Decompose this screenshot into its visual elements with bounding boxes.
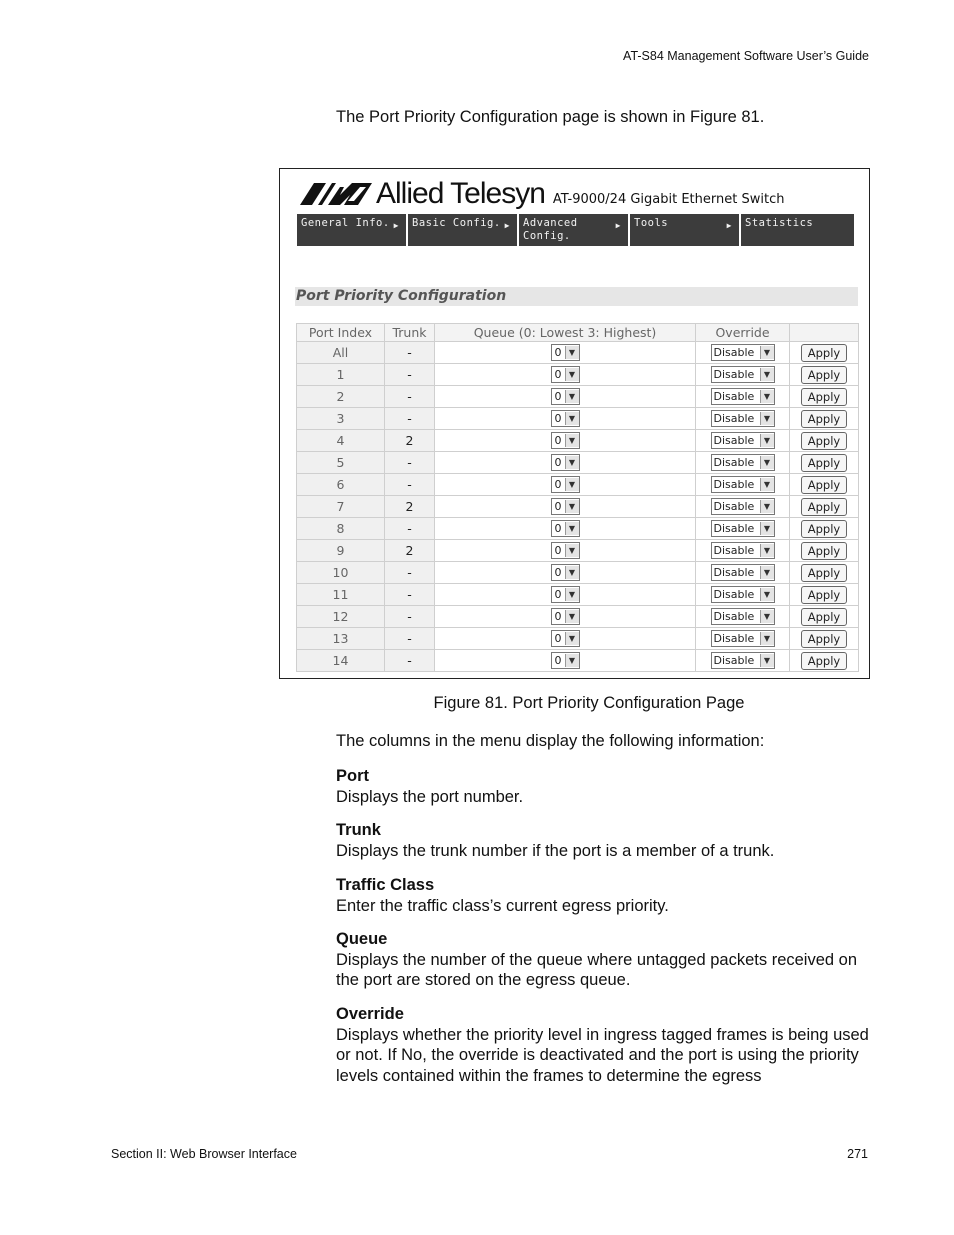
trunk-cell: -	[385, 584, 435, 606]
queue-cell	[435, 606, 696, 628]
queue-cell	[435, 628, 696, 650]
chevron-down-icon[interactable]: ▼	[760, 456, 774, 469]
intro-paragraph: The Port Priority Configuration page is shown in Figure 81.	[336, 108, 765, 126]
action-cell	[790, 540, 859, 562]
queue-select[interactable]	[551, 388, 580, 405]
chevron-down-icon[interactable]: ▼	[565, 544, 579, 557]
chevron-down-icon[interactable]: ▼	[760, 346, 774, 359]
figure-caption: Figure 81. Port Priority Configuration Page	[433, 694, 745, 712]
queue-select[interactable]	[551, 542, 580, 559]
definition-description: Displays the port number.	[336, 787, 524, 806]
queue-select-value: 0	[554, 588, 562, 601]
queue-select-value: 0	[554, 478, 562, 491]
override-cell	[696, 650, 790, 672]
override-cell	[696, 408, 790, 430]
action-cell	[790, 342, 859, 364]
brand-name: Allied Telesyn	[376, 177, 545, 210]
menu-label: Advanced Config.	[523, 217, 578, 242]
menu-bar	[297, 214, 854, 246]
override-select-value: Disable	[713, 588, 755, 601]
override-select[interactable]	[711, 652, 775, 669]
action-cell	[790, 408, 859, 430]
override-select-value: Disable	[713, 500, 755, 513]
queue-cell	[435, 452, 696, 474]
override-select[interactable]	[711, 366, 775, 383]
override-select[interactable]	[711, 564, 775, 581]
override-select[interactable]	[711, 586, 775, 603]
action-cell	[790, 364, 859, 386]
trunk-cell: -	[385, 386, 435, 408]
menu-label: General Info.	[301, 217, 390, 229]
queue-select[interactable]	[551, 608, 580, 625]
trunk-cell: -	[385, 650, 435, 672]
table-row	[297, 628, 859, 650]
definition-description: Enter the traffic class’s current egress priority.	[336, 896, 669, 915]
definition-term: Port	[336, 767, 369, 785]
table-row	[297, 408, 859, 430]
override-cell	[696, 342, 790, 364]
definition-trunk	[336, 820, 876, 861]
action-cell	[790, 386, 859, 408]
table-row	[297, 518, 859, 540]
page-title: Port Priority Configuration	[295, 287, 858, 306]
table-row	[297, 650, 859, 672]
definition-traffic-class	[336, 875, 876, 916]
apply-button[interactable]: Apply	[801, 608, 847, 626]
table-row	[297, 386, 859, 408]
chevron-down-icon[interactable]: ▼	[760, 654, 774, 667]
queue-cell	[435, 540, 696, 562]
queue-select-value: 0	[554, 610, 562, 623]
chevron-down-icon[interactable]: ▼	[565, 610, 579, 623]
allied-telesyn-logo-icon	[300, 181, 372, 207]
override-cell	[696, 540, 790, 562]
definition-port	[336, 766, 876, 807]
override-cell	[696, 606, 790, 628]
override-cell	[696, 386, 790, 408]
queue-select-value: 0	[554, 456, 562, 469]
override-select-value: Disable	[713, 654, 755, 667]
override-cell	[696, 562, 790, 584]
apply-button[interactable]: Apply	[801, 520, 847, 538]
override-cell	[696, 496, 790, 518]
trunk-cell: -	[385, 408, 435, 430]
port-index-cell: 8	[297, 518, 385, 540]
footer-section: Section II: Web Browser Interface	[111, 1147, 297, 1161]
chevron-down-icon[interactable]: ▼	[565, 654, 579, 667]
override-cell	[696, 518, 790, 540]
port-index-cell: 12	[297, 606, 385, 628]
chevron-down-icon[interactable]: ▼	[760, 522, 774, 535]
queue-select[interactable]	[551, 366, 580, 383]
override-select[interactable]	[711, 498, 775, 515]
apply-button[interactable]: Apply	[801, 388, 847, 406]
queue-select-value: 0	[554, 522, 562, 535]
port-index-cell: 1	[297, 364, 385, 386]
column-header-action	[790, 324, 859, 342]
table-row	[297, 452, 859, 474]
queue-select[interactable]	[551, 498, 580, 515]
queue-select[interactable]	[551, 652, 580, 669]
definition-queue	[336, 929, 876, 991]
chevron-down-icon[interactable]: ▼	[760, 544, 774, 557]
definition-description: Displays the number of the queue where untagged packets received on the port are stored on the egress queue.	[336, 950, 857, 989]
chevron-down-icon[interactable]: ▼	[760, 434, 774, 447]
override-select[interactable]	[711, 542, 775, 559]
table-row	[297, 540, 859, 562]
action-cell	[790, 628, 859, 650]
definition-term: Traffic Class	[336, 876, 435, 894]
queue-select-value: 0	[554, 368, 562, 381]
product-name: AT-9000/24 Gigabit Ethernet Switch	[552, 191, 785, 207]
queue-select[interactable]	[551, 476, 580, 493]
action-cell	[790, 452, 859, 474]
override-cell	[696, 430, 790, 452]
queue-cell	[435, 562, 696, 584]
port-index-cell: 11	[297, 584, 385, 606]
menu-advanced-config[interactable]	[519, 214, 628, 246]
override-select-value: Disable	[713, 478, 755, 491]
queue-cell	[435, 342, 696, 364]
queue-cell	[435, 650, 696, 672]
override-select[interactable]	[711, 608, 775, 625]
apply-button[interactable]: Apply	[801, 410, 847, 428]
chevron-down-icon[interactable]: ▼	[760, 610, 774, 623]
definition-term: Override	[336, 1005, 404, 1023]
menu-general-info[interactable]	[297, 214, 406, 246]
table-row	[297, 430, 859, 452]
menu-label: Statistics	[745, 217, 814, 229]
override-cell	[696, 452, 790, 474]
queue-select[interactable]	[551, 410, 580, 427]
override-cell	[696, 628, 790, 650]
queue-cell	[435, 364, 696, 386]
definition-term: Queue	[336, 930, 388, 948]
override-select-value: Disable	[713, 610, 755, 623]
trunk-cell: -	[385, 452, 435, 474]
queue-select-value: 0	[554, 390, 562, 403]
queue-select[interactable]	[551, 432, 580, 449]
chevron-down-icon[interactable]: ▼	[565, 434, 579, 447]
queue-cell	[435, 430, 696, 452]
override-select[interactable]	[711, 432, 775, 449]
trunk-cell: 2	[385, 430, 435, 452]
chevron-down-icon[interactable]: ▼	[760, 588, 774, 601]
apply-button[interactable]: Apply	[801, 454, 847, 472]
port-index-cell: 9	[297, 540, 385, 562]
override-select[interactable]	[711, 454, 775, 471]
override-select[interactable]	[711, 410, 775, 427]
override-select[interactable]	[711, 388, 775, 405]
queue-select[interactable]	[551, 344, 580, 361]
action-cell	[790, 606, 859, 628]
chevron-down-icon[interactable]: ▼	[565, 390, 579, 403]
chevron-down-icon[interactable]: ▼	[760, 368, 774, 381]
action-cell	[790, 496, 859, 518]
override-select-value: Disable	[713, 434, 755, 447]
chevron-down-icon[interactable]: ▼	[565, 588, 579, 601]
running-header: AT-S84 Management Software User’s Guide	[623, 49, 869, 63]
chevron-down-icon[interactable]: ▼	[760, 566, 774, 579]
port-index-cell: 7	[297, 496, 385, 518]
override-select-value: Disable	[713, 566, 755, 579]
menu-tools[interactable]	[630, 214, 739, 246]
apply-button[interactable]: Apply	[801, 498, 847, 516]
columns-intro: The columns in the menu display the following information:	[336, 732, 765, 750]
queue-select-value: 0	[554, 566, 562, 579]
table-row	[297, 474, 859, 496]
override-cell	[696, 474, 790, 496]
override-select-value: Disable	[713, 412, 755, 425]
chevron-down-icon[interactable]: ▼	[565, 478, 579, 491]
apply-button[interactable]: Apply	[801, 630, 847, 648]
definition-description: Displays the trunk number if the port is a member of a trunk.	[336, 841, 775, 860]
chevron-down-icon[interactable]: ▼	[565, 632, 579, 645]
queue-cell	[435, 518, 696, 540]
override-select-value: Disable	[713, 390, 755, 403]
apply-button[interactable]: Apply	[801, 586, 847, 604]
action-cell	[790, 584, 859, 606]
table-row	[297, 562, 859, 584]
trunk-cell: 2	[385, 496, 435, 518]
chevron-down-icon[interactable]: ▼	[565, 500, 579, 513]
chevron-down-icon[interactable]: ▼	[760, 478, 774, 491]
port-index-cell: 10	[297, 562, 385, 584]
screenshot-figure	[279, 168, 870, 679]
chevron-down-icon[interactable]: ▼	[565, 566, 579, 579]
trunk-cell: -	[385, 342, 435, 364]
apply-button[interactable]: Apply	[801, 652, 847, 670]
port-index-cell: 6	[297, 474, 385, 496]
queue-cell	[435, 584, 696, 606]
queue-cell	[435, 386, 696, 408]
queue-select-value: 0	[554, 654, 562, 667]
column-header-trunk: Trunk	[385, 324, 435, 342]
column-header-port-index: Port Index	[297, 324, 385, 342]
chevron-down-icon[interactable]: ▼	[760, 390, 774, 403]
table-row	[297, 584, 859, 606]
column-header-queue: Queue (0: Lowest 3: Highest)	[435, 324, 696, 342]
column-header-override: Override	[696, 324, 790, 342]
queue-select[interactable]	[551, 586, 580, 603]
table-row	[297, 606, 859, 628]
page-number: 271	[847, 1147, 868, 1161]
apply-button[interactable]: Apply	[801, 344, 847, 362]
port-index-cell: All	[297, 342, 385, 364]
menu-statistics[interactable]	[741, 214, 854, 246]
port-index-cell: 3	[297, 408, 385, 430]
queue-cell	[435, 474, 696, 496]
override-cell	[696, 364, 790, 386]
override-select-value: Disable	[713, 522, 755, 535]
queue-select-value: 0	[554, 412, 562, 425]
port-index-cell: 13	[297, 628, 385, 650]
action-cell	[790, 650, 859, 672]
queue-select[interactable]	[551, 630, 580, 647]
queue-select[interactable]	[551, 520, 580, 537]
menu-label: Basic Config.	[412, 217, 501, 229]
override-select[interactable]	[711, 520, 775, 537]
port-index-cell: 5	[297, 452, 385, 474]
override-select-value: Disable	[713, 368, 755, 381]
table-row	[297, 496, 859, 518]
queue-select-value: 0	[554, 544, 562, 557]
queue-select-value: 0	[554, 346, 562, 359]
port-index-cell: 14	[297, 650, 385, 672]
chevron-down-icon[interactable]: ▼	[565, 346, 579, 359]
chevron-down-icon[interactable]: ▼	[565, 522, 579, 535]
port-priority-table	[296, 323, 859, 672]
menu-arrow-icon: ▶	[615, 221, 621, 230]
queue-select[interactable]	[551, 454, 580, 471]
menu-arrow-icon: ▶	[726, 221, 732, 230]
trunk-cell: -	[385, 474, 435, 496]
definition-override	[336, 1004, 876, 1086]
menu-basic-config[interactable]	[408, 214, 517, 246]
definition-description: Displays whether the priority level in ingress tagged frames is being used or not. If No, the override is deactivated and the port is using the priority levels contained within the frames to determine the egress	[336, 1025, 869, 1085]
queue-cell	[435, 408, 696, 430]
queue-select-value: 0	[554, 632, 562, 645]
menu-arrow-icon: ▶	[393, 221, 399, 230]
trunk-cell: -	[385, 606, 435, 628]
apply-button[interactable]: Apply	[801, 432, 847, 450]
apply-button[interactable]: Apply	[801, 366, 847, 384]
override-select-value: Disable	[713, 346, 755, 359]
override-select-value: Disable	[713, 632, 755, 645]
chevron-down-icon[interactable]: ▼	[565, 368, 579, 381]
logo-row	[300, 177, 784, 211]
queue-cell	[435, 496, 696, 518]
queue-select-value: 0	[554, 500, 562, 513]
trunk-cell: -	[385, 562, 435, 584]
trunk-cell: 2	[385, 540, 435, 562]
chevron-down-icon[interactable]: ▼	[760, 500, 774, 513]
chevron-down-icon[interactable]: ▼	[565, 412, 579, 425]
override-select[interactable]	[711, 476, 775, 493]
action-cell	[790, 474, 859, 496]
menu-arrow-icon: ▶	[504, 221, 510, 230]
override-select-value: Disable	[713, 544, 755, 557]
definition-term: Trunk	[336, 821, 381, 839]
trunk-cell: -	[385, 628, 435, 650]
override-select[interactable]	[711, 630, 775, 647]
table-row	[297, 364, 859, 386]
menu-label: Tools	[634, 217, 669, 229]
chevron-down-icon[interactable]: ▼	[760, 632, 774, 645]
apply-button[interactable]: Apply	[801, 476, 847, 494]
chevron-down-icon[interactable]: ▼	[760, 412, 774, 425]
override-select-value: Disable	[713, 456, 755, 469]
trunk-cell: -	[385, 364, 435, 386]
port-index-cell: 4	[297, 430, 385, 452]
trunk-cell: -	[385, 518, 435, 540]
action-cell	[790, 518, 859, 540]
queue-select-value: 0	[554, 434, 562, 447]
action-cell	[790, 430, 859, 452]
override-select[interactable]	[711, 344, 775, 361]
table-body	[297, 342, 859, 672]
chevron-down-icon[interactable]: ▼	[565, 456, 579, 469]
table-header-row	[297, 324, 859, 342]
queue-select[interactable]	[551, 564, 580, 581]
table-row	[297, 342, 859, 364]
action-cell	[790, 562, 859, 584]
apply-button[interactable]: Apply	[801, 564, 847, 582]
override-cell	[696, 584, 790, 606]
apply-button[interactable]: Apply	[801, 542, 847, 560]
port-index-cell: 2	[297, 386, 385, 408]
